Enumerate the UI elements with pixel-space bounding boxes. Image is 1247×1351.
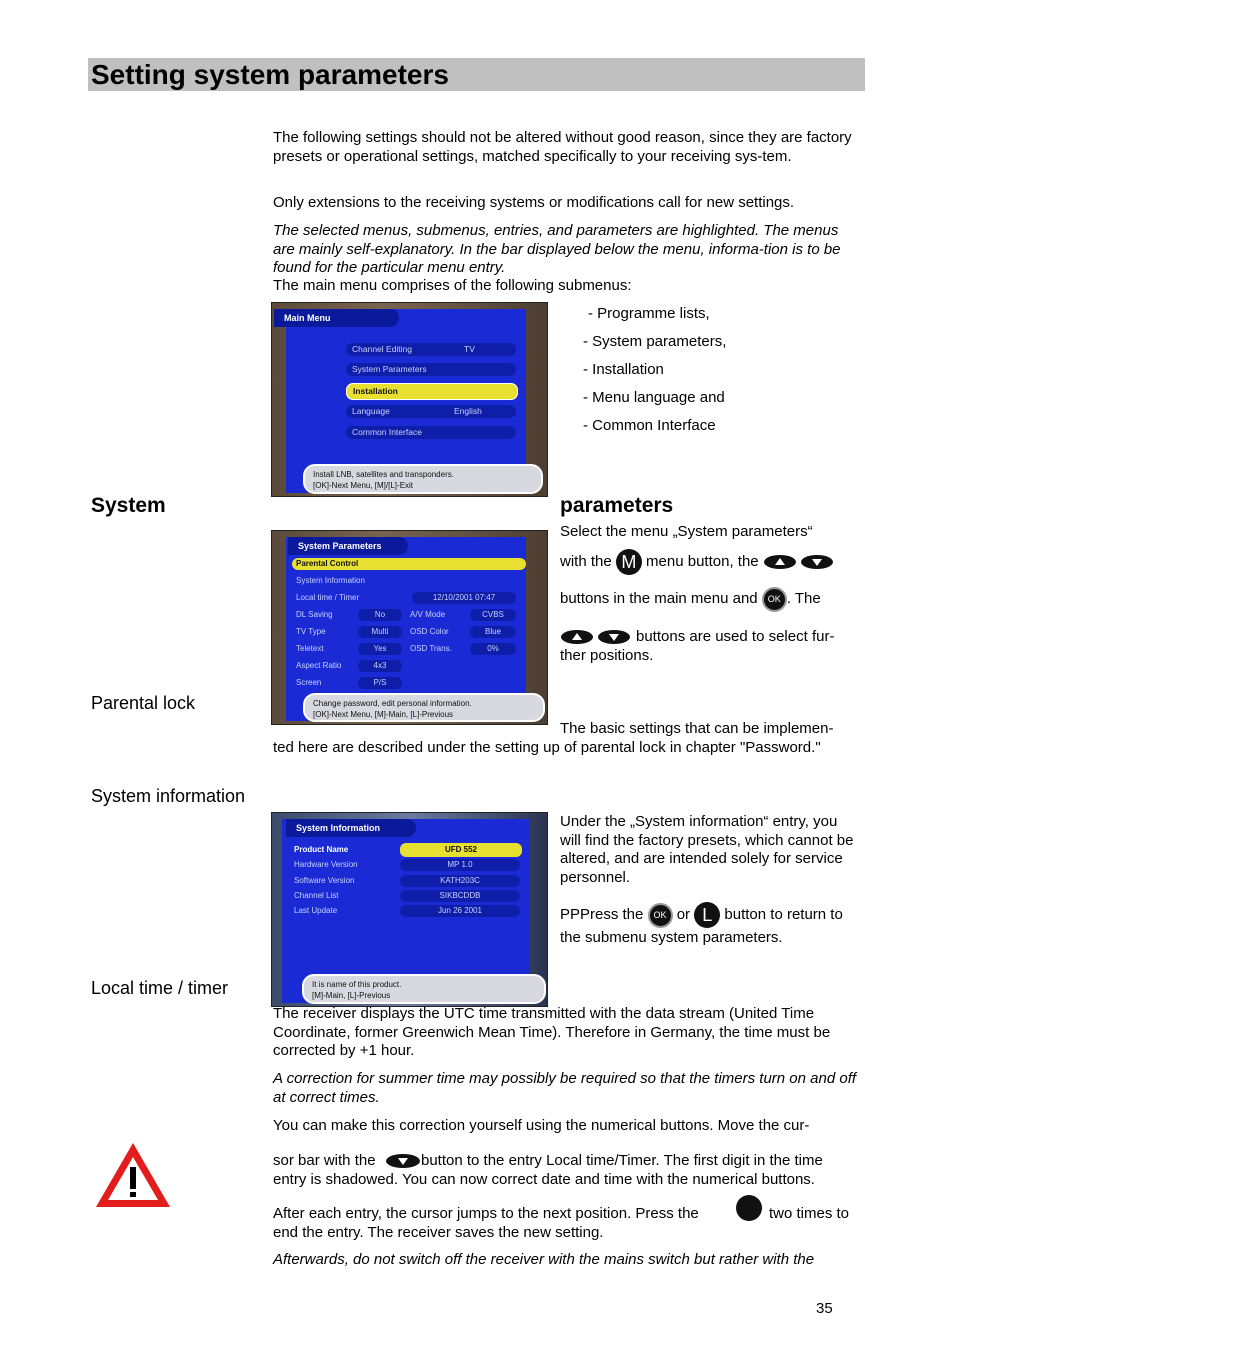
warning-triangle-icon: [93, 1140, 173, 1210]
parental-text-2: ted here are described under the setting up of parental lock in chapter "Password.": [273, 739, 821, 756]
ok-button-icon: OK: [762, 587, 787, 612]
osd-row-selected: Installation: [346, 383, 518, 400]
osd-row: System Parameters: [346, 363, 516, 376]
osd-value: Blue: [470, 626, 516, 638]
section-heading-parameters: parameters: [560, 494, 674, 517]
sysinfo-text: Under the „System information“ entry, you will find the factory presets, which cannot be altered, and are intended solely for service personnel.: [560, 813, 854, 886]
l-button-icon: L: [694, 902, 720, 928]
localtime-paragraph-2: A correction for summer time may possibly be required so that the timers turn on and off at correct times.: [273, 1070, 857, 1106]
osd-title: Main Menu: [274, 309, 399, 327]
osd-label: Channel List: [294, 891, 339, 900]
osd-label: Product Name: [294, 845, 349, 854]
osd-value: KATH203C: [400, 875, 520, 887]
page-title: Setting system parameters: [91, 59, 449, 90]
submenu-item: - Menu language and: [583, 389, 725, 406]
osd-row: Language English: [346, 405, 516, 418]
osd-value: No: [358, 609, 402, 621]
nav-instruction-line-1: with the M menu button, the: [560, 547, 835, 577]
page-number: 35: [816, 1300, 833, 1317]
osd-info-bar: Change password, edit personal information. [OK]-Next Menu, [M]-Main, [L]-Previous: [303, 693, 545, 722]
osd-label: TV Type: [296, 627, 326, 636]
osd-value-selected: UFD 552: [400, 843, 522, 857]
osd-label: System Information: [296, 576, 365, 585]
osd-value: SIKBCDDB: [400, 890, 520, 902]
ok-button-icon: OK: [648, 903, 673, 928]
main-menu-screenshot: [271, 302, 548, 497]
osd-label: OSD Color: [410, 627, 449, 636]
submenu-item: - Installation: [583, 361, 664, 378]
localtime-paragraph-4: sor bar with the button to the entry Local time/Timer. The first digit in the time entry is shadowed. You can now correct date and time with the numerical buttons.: [273, 1152, 823, 1188]
section-heading-system: System: [91, 494, 166, 517]
osd-value: Yes: [358, 643, 402, 655]
osd-value: 12/10/2001 07:47: [412, 592, 516, 604]
parental-lock-label: Parental lock: [91, 693, 196, 713]
intro-paragraph-4: The main menu comprises of the following submenus:: [273, 277, 632, 294]
osd-row-selected: Parental Control: [292, 558, 526, 570]
osd-label: Software Version: [294, 876, 355, 885]
osd-row: Common Interface: [346, 426, 516, 439]
osd-value: Multi: [358, 626, 402, 638]
m-button-icon: M: [736, 1195, 762, 1221]
osd-value: Jun 26 2001: [400, 905, 520, 917]
parental-text-1: The basic settings that can be implemen-: [560, 720, 834, 737]
osd-info-bar: Install LNB, satellites and transponders. [OK]-Next Menu, [M]/[L]-Exit: [303, 464, 543, 494]
submenu-item: - Programme lists,: [588, 305, 710, 322]
local-time-label: Local time / timer: [91, 978, 229, 998]
system-information-label: System information: [91, 786, 246, 806]
submenu-item: - System parameters,: [583, 333, 727, 350]
intro-paragraph-1: The following settings should not be altered without good reason, since they are factory presets or operational settings, matched specifically to your receiving sys-tem.: [273, 129, 852, 165]
osd-label: OSD Trans.: [410, 644, 452, 653]
select-menu-text: Select the menu „System parameters“: [560, 523, 813, 540]
up-down-arrow-icon: [763, 553, 835, 571]
submenu-item: - Common Interface: [583, 417, 716, 434]
osd-label: DL Saving: [296, 610, 333, 619]
osd-value: 4x3: [358, 660, 402, 672]
intro-paragraph-2: Only extensions to the receiving systems or modifications call for new settings.: [273, 194, 795, 211]
sysinfo-return-text: PPPress the OK or L button to return to the submenu system parameters.: [560, 902, 858, 948]
osd-value: P/S: [358, 677, 402, 689]
localtime-paragraph-6: Afterwards, do not switch off the receiver with the mains switch but rather with the: [273, 1251, 815, 1268]
system-information-screenshot: [271, 812, 548, 1007]
osd-label: Screen: [296, 678, 322, 687]
osd-label: Teletext: [296, 644, 324, 653]
osd-row: Channel Editing TV: [346, 343, 516, 356]
osd-label: Aspect Ratio: [296, 661, 342, 670]
localtime-paragraph-5: After each entry, the cursor jumps to the next position. Press the M two times to end the entry. The receiver saves the new setting.: [273, 1205, 858, 1242]
intro-paragraph-3: The selected menus, submenus, entries, and parameters are highlighted. The menus are mainly self-explanatory. In the bar displayed below the menu, informa-tion is to be found for the particular menu entry.: [273, 222, 841, 276]
osd-title: System Parameters: [288, 537, 408, 555]
osd-label: A/V Mode: [410, 610, 446, 619]
system-parameters-screenshot: [271, 530, 548, 725]
osd-title: System Information: [286, 819, 416, 837]
m-button-icon: M: [616, 549, 642, 575]
osd-label: Local time / Timer: [296, 593, 360, 602]
osd-value: 0%: [470, 643, 516, 655]
nav-instruction-line-2: buttons in the main menu and OK . The: [560, 584, 821, 614]
up-down-arrow-icon: [560, 628, 632, 646]
localtime-paragraph-1: The receiver displays the UTC time transmitted with the data stream (United Time Coordinate, former Greenwich Mean Time). Therefore in Germany, the time must be corrected by +1 hour.: [273, 1005, 831, 1059]
osd-value: CVBS: [470, 609, 516, 621]
down-arrow-icon: [385, 1152, 421, 1170]
osd-label: Hardware Version: [294, 860, 358, 869]
osd-value: MP 1.0: [400, 859, 520, 871]
nav-instruction-line-3: buttons are used to select fur-ther positions.: [560, 628, 835, 664]
osd-label: Last Update: [294, 906, 338, 915]
osd-info-bar: It is name of this product. [M]-Main, [L]-Previous: [302, 974, 546, 1004]
localtime-paragraph-3: You can make this correction yourself using the numerical buttons. Move the cur-: [273, 1117, 810, 1134]
